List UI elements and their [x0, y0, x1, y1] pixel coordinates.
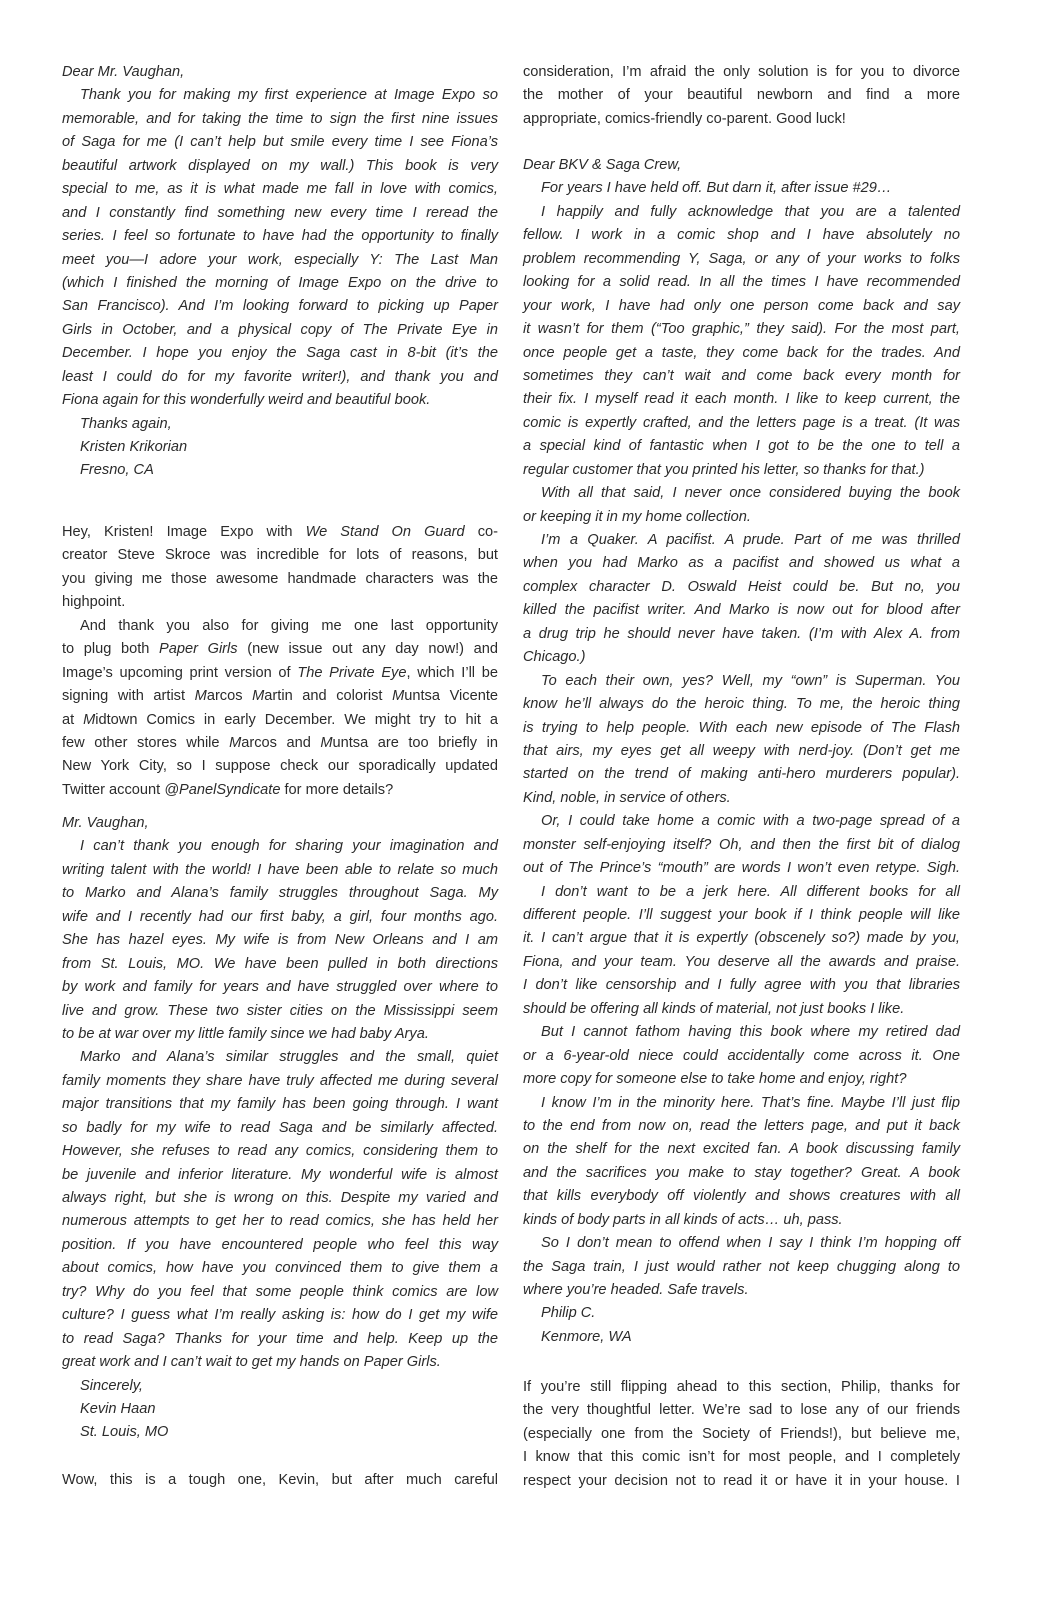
text-line: position. If you have encountered people who feel this way: [62, 1236, 498, 1253]
text-line: comic is expertly crafted, and the letters page is a treat. (It was: [523, 414, 960, 431]
text-line: writing talent with the world! I have been able to relate so much: [62, 861, 498, 878]
text-line: St. Louis, MO: [80, 1424, 169, 1441]
italic-title-text: M: [194, 688, 207, 705]
text-line: meet you—I adore your work, especially Y: The Last Man: [62, 251, 498, 268]
text-segment: Image’s upcoming print version of: [62, 664, 298, 681]
italic-title-text: We Stand On Guard: [305, 524, 465, 540]
text-line: New York City, so I suppose check our sporadically updated: [62, 758, 498, 775]
text-line: I know I’m in the minority here. That’s fine. Maybe I’ll just flip: [541, 1094, 960, 1111]
text-line: more copy for someone else to take home and enjoy, right?: [523, 1071, 907, 1088]
text-line: started on the trend of making anti-hero murderers popular).: [523, 766, 960, 783]
text-line: killed the pacifist writer. And Marko is now out for blood after: [523, 602, 960, 619]
text-line: of Saga for me (I can’t help but smile every time I see Fiona’s: [62, 134, 498, 151]
text-line: kinds of body parts in all kinds of acts… uh, pass.: [523, 1211, 843, 1228]
text-line: when you had Marko as a pacifist and showed us what a: [523, 555, 960, 572]
text-line: try? Why do you feel that some people think comics are low: [62, 1283, 498, 1300]
text-line: creator Steve Skroce was incredible for lots of reasons, but: [62, 547, 498, 564]
text-line: looking for a solid read. In all the times I have recommended: [523, 274, 960, 291]
text-line: To each their own, yes? Well, my “own” is Superman. You: [541, 672, 960, 689]
text-line: respect your decision not to read it or have it in your house. I: [523, 1472, 960, 1489]
text-line: Fresno, CA: [80, 462, 154, 479]
italic-title-text: @PanelSyndicate: [164, 781, 281, 798]
text-line: Thank you for making my first experience at Image Expo so: [80, 87, 498, 104]
text-line: family moments they share have truly affected me during several: [62, 1072, 498, 1089]
text-line: complex character D. Oswald Heist could be. But no, you: [523, 578, 960, 595]
text-line: it wasn’t for them (“Too graphic,” they said). For the most part,: [523, 321, 960, 338]
text-line: from St. Louis, MO. We have been pulled in both directions: [62, 955, 498, 972]
text-line: that airs, my eyes get all weepy with nerd-joy. (Don’t get me: [523, 742, 960, 759]
text-line: (especially one from the Society of Friends!), but believe me,: [523, 1425, 960, 1442]
text-line: Mr. Vaughan,: [62, 815, 149, 831]
text-line: [62, 709, 498, 732]
text-line: I don’t want to be a jerk here. All different books for all: [541, 883, 960, 900]
text-segment: (new issue out any day now!) and: [237, 641, 498, 658]
text-segment: few other stores while: [62, 734, 230, 751]
text-line: (which I finished the morning of Image Expo on the drive to: [62, 274, 498, 291]
text-segment: arcos: [206, 688, 253, 705]
text-segment: signing with artist: [62, 688, 195, 705]
text-line: that kills everybody off violently and shows creatures with all: [523, 1188, 960, 1205]
text-line: Thanks again,: [80, 415, 172, 432]
text-line: series. I feel so fortunate to have had the opportunity to finally: [62, 228, 498, 245]
text-segment: for more details?: [280, 781, 394, 798]
text-line: different people. I’ll suggest your book if I think people will like: [523, 907, 960, 923]
text-line: great work and I can’t wait to get my hands on Paper Girls.: [62, 1354, 441, 1371]
text-line: to Marko and Alana’s family struggles throughout Saga. My: [62, 885, 498, 902]
text-line: your work, I have had only one person come back and say: [523, 297, 960, 314]
text-line: special to me, as it is what made me fall in love with comics,: [62, 181, 498, 198]
text-line: Sincerely,: [80, 1377, 143, 1394]
text-line: you giving me those awesome handmade characters was the: [62, 570, 498, 587]
text-segment: untsa are too briefly in: [332, 734, 498, 751]
text-line: numerous attempts to get her to read comics, she has held her: [62, 1213, 498, 1230]
text-line: Philip C.: [541, 1305, 596, 1322]
letter-kevin-haan: [62, 812, 498, 1445]
reply-to-kristen: [62, 521, 498, 802]
reply-to-philip: [523, 1376, 960, 1493]
text-line: consideration, I’m afraid the only solution is for you to divorce: [523, 64, 960, 80]
text-line: However, she refuses to read any comics, considering them to: [62, 1143, 498, 1160]
italic-title-text: Paper Girls: [159, 641, 238, 658]
text-line: the very thoughtful letter. We’re sad to lose any of our friends: [523, 1402, 960, 1419]
text-line: But I cannot fathom having this book where my retired dad: [541, 1024, 960, 1041]
letter-philip-c: [523, 154, 960, 1349]
text-line: major transitions that my family has been going through. I want: [62, 1096, 498, 1113]
reply-to-kevin-end: [523, 61, 960, 131]
text-line: about comics, how have you convinced them to give them a: [62, 1260, 498, 1277]
text-line: and the sacrifices you make to stay together? Great. A book: [523, 1164, 960, 1181]
text-line: Wow, this is a tough one, Kevin, but after much careful: [62, 1472, 498, 1488]
text-segment: Hey, Kristen! Image Expo with: [62, 524, 306, 540]
text-line: and I constantly find something new every time I reread the: [62, 204, 498, 221]
text-line: Kevin Haan: [80, 1400, 156, 1417]
text-line: to the end from now on, read the letters page, and put it back: [523, 1117, 960, 1134]
text-line: should be offering all kinds of material, not just books I like.: [523, 1000, 905, 1017]
text-segment: Twitter account: [62, 781, 165, 798]
text-line: [62, 638, 498, 661]
text-line: memorable, and for taking the time to sign the first nine issues: [62, 110, 498, 127]
text-line: on the shelf for the next excited fan. A book discussing family: [523, 1141, 960, 1158]
text-line: problem recommending Y, Saga, or any of your works to folks: [523, 250, 960, 267]
text-line: Kenmore, WA: [541, 1328, 632, 1345]
text-line: appropriate, comics-friendly co-parent. Good luck!: [523, 110, 846, 127]
text-line: it. I can’t argue that it is expertly (obscenely so?) made by you,: [523, 930, 960, 947]
text-segment: to plug both: [62, 641, 160, 658]
text-line: [62, 521, 498, 544]
text-segment: co-: [464, 524, 498, 540]
text-line: be juvenile and inferior literature. My wonderful wife is almost: [62, 1166, 498, 1183]
text-line: the Saga train, I just would rather not keep chugging along to: [523, 1258, 960, 1275]
text-line: So I don’t mean to offend when I say I think I’m hopping off: [541, 1235, 960, 1252]
text-line: Or, I could take home a comic with a two-page spread of a: [541, 813, 960, 830]
text-line: If you’re still flipping ahead to this section, Philip, thanks for: [523, 1379, 960, 1395]
text-segment: at: [62, 711, 84, 728]
text-line: wife and I recently had our first baby, a girl, four months ago.: [62, 908, 498, 925]
text-line: a drug trip he should never have taken. (I’m with Alex A. from: [523, 625, 960, 642]
text-line: Fiona again for this wonderfully weird and beautiful book.: [62, 392, 431, 409]
text-line: a special kind of fantastic when I got to be the one to tell a: [523, 438, 960, 455]
letter-kristen-krikorian: [62, 61, 498, 483]
text-line: I can’t thank you enough for sharing your imagination and: [80, 838, 498, 855]
italic-title-text: M: [320, 734, 333, 751]
text-line: live and grow. These two sister cities on the Mississippi seem: [62, 1002, 498, 1019]
text-line: I happily and fully acknowledge that you are a talented: [541, 203, 960, 220]
text-line: [62, 732, 498, 755]
text-segment: artin and colorist: [264, 688, 393, 705]
text-line: to be at war over my little family since we had baby Arya.: [62, 1025, 429, 1042]
text-line: where you’re headed. Safe travels.: [523, 1282, 749, 1298]
text-line: San Francisco). And I’m looking forward to picking up Paper: [62, 298, 498, 315]
italic-title-text: M: [252, 688, 265, 705]
text-line: I don’t like censorship and I fully agree with you that libraries: [523, 977, 960, 994]
text-line: always right, but she is wrong on this. Despite my varied and: [62, 1190, 498, 1206]
text-line: I know that this comic isn’t for most people, and I completely: [523, 1449, 960, 1466]
text-line: [62, 779, 498, 802]
text-line: know he’ll always do the heroic thing. To me, the heroic thing: [523, 696, 960, 713]
text-line: least I could do for my favorite writer!), and thank you and: [62, 368, 498, 385]
text-line: culture? I guess what I’m really asking is: how do I get my wife: [62, 1307, 498, 1324]
text-line: to read Saga? Thanks for your time and help. Keep up the: [62, 1330, 498, 1347]
text-line: [62, 685, 498, 708]
italic-title-text: M: [229, 734, 242, 751]
text-line: [62, 662, 498, 685]
reply-to-kevin-start: [62, 1469, 498, 1492]
text-line: Dear Mr. Vaughan,: [62, 64, 185, 80]
text-line: Girls in October, and a physical copy of The Private Eye in: [62, 321, 498, 338]
italic-title-text: M: [83, 711, 96, 728]
text-line: monster self-enjoying itself? Oh, and then the first bit of dialog: [523, 836, 960, 853]
text-line: so badly for my wife to read Saga and be similarly affected.: [62, 1119, 498, 1136]
text-segment: , which I’ll be: [406, 664, 498, 681]
italic-title-text: The Private Eye: [297, 664, 407, 681]
text-line: Dear BKV & Saga Crew,: [523, 157, 682, 173]
text-line: regular customer that you printed his letter, so thanks for that.): [523, 461, 925, 478]
text-line: fellow. I work in a comic shop and I have absolutely no: [523, 227, 960, 244]
text-segment: idtown Comics in early December. We might try to hit a: [95, 711, 498, 728]
text-line: out of The Prince’s “mouth” are words I won’t even retype. Sigh.: [523, 860, 960, 877]
text-line: sometimes they can’t wait and come back every month for: [523, 367, 960, 384]
text-line: She has hazel eyes. My wife is from New Orleans and I am: [62, 932, 498, 949]
text-line: Kristen Krikorian: [80, 439, 188, 455]
text-line: Marko and Alana’s similar struggles and the small, quiet: [80, 1049, 498, 1066]
text-line: Chicago.): [523, 649, 586, 666]
text-line: is trying to help people. With each new episode of The Flash: [523, 719, 960, 736]
text-line: And thank you also for giving me one last opportunity: [80, 617, 498, 634]
text-line: by work and family for years and have struggled over where to: [62, 979, 498, 996]
text-segment: untsa Vicente: [404, 688, 498, 705]
text-line: For years I have held off. But darn it, after issue #29…: [541, 180, 892, 197]
text-segment: arcos and: [241, 734, 321, 751]
text-line: once people get a taste, they come back for the trades. And: [523, 344, 960, 361]
text-line: beautiful artwork displayed on my wall.) This book is very: [62, 157, 498, 174]
text-line: or a 6-year-old niece could accidentally come across it. One: [523, 1047, 960, 1064]
text-line: their fix. I myself read it each month. I like to keep current, the: [523, 391, 960, 408]
text-line: Fiona, and your team. You deserve all the awards and praise.: [523, 953, 960, 970]
text-line: Kind, noble, in service of others.: [523, 789, 731, 806]
text-line: I’m a Quaker. A pacifist. A prude. Part of me was thrilled: [541, 532, 960, 548]
text-line: December. I hope you enjoy the Saga cast in 8-bit (it’s the: [62, 345, 498, 362]
italic-title-text: M: [392, 688, 405, 705]
text-line: With all that said, I never once considered buying the book: [541, 485, 960, 502]
text-line: highpoint.: [62, 594, 126, 611]
text-line: or keeping it in my home collection.: [523, 508, 751, 525]
text-line: the mother of your beautiful newborn and find a more: [523, 87, 960, 104]
